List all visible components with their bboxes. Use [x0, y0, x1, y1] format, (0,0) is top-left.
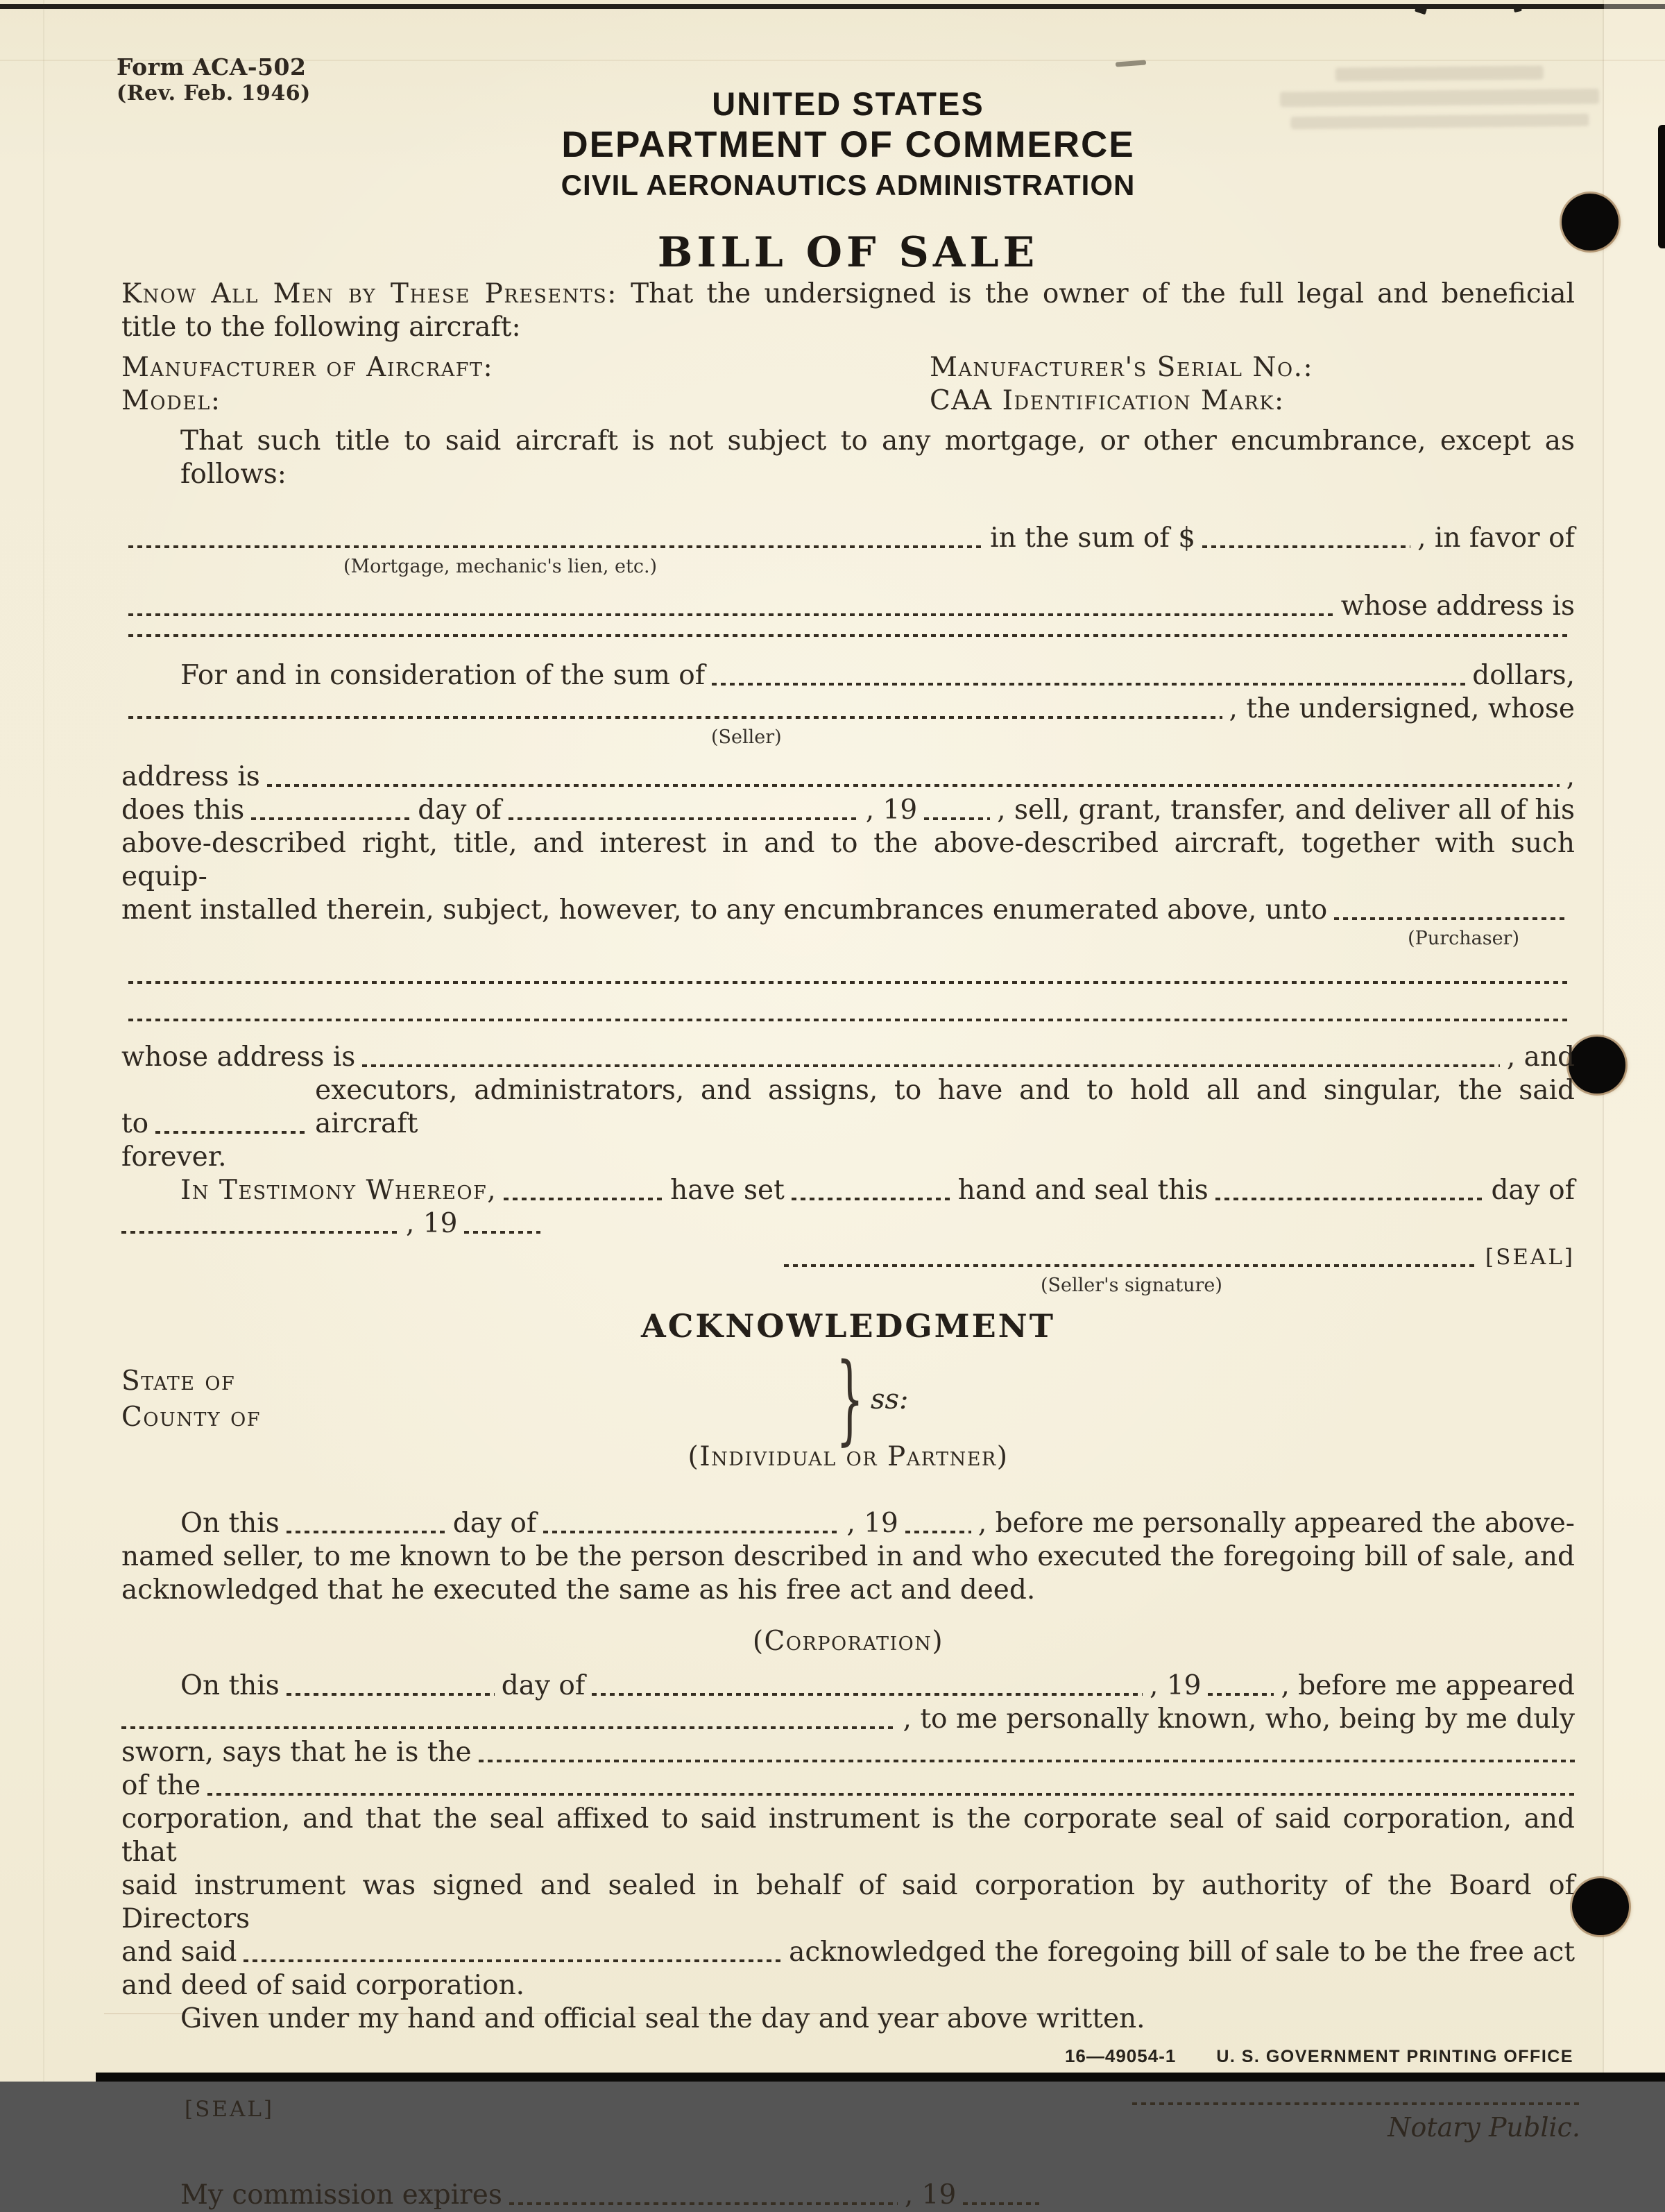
individual-partner-caption: (Individual or Partner): [688, 1441, 1009, 1472]
day-of-text-2: day of: [1491, 1175, 1575, 1206]
executors-line: [121, 1074, 1575, 1141]
individual-ack-date-line: [121, 1507, 1575, 1540]
corporation-name-line: [121, 1769, 1575, 1803]
model-label: Model:: [121, 385, 221, 416]
day-of-text: day of: [418, 794, 502, 826]
purchaser-blank-row-2: [121, 1019, 1575, 1034]
aircraft-id-row-1: [121, 351, 1575, 384]
opening-paragraph-line-1: [121, 278, 1575, 311]
trailing-comma: ,: [1566, 761, 1575, 792]
commission-date-blank: [509, 2202, 898, 2205]
seller-name-blank: [128, 716, 1222, 719]
have-set-text: have set: [670, 1175, 785, 1206]
on-this-text: On this: [180, 1508, 280, 1539]
print-office: U. S. GOVERNMENT PRINTING OFFICE: [1216, 2047, 1573, 2066]
encumbrance-blank-line: [128, 545, 983, 548]
ack-year-blank: [905, 1531, 971, 1533]
purchaser-address-line: [121, 1041, 1575, 1074]
nineteen-text-3: , 19: [846, 1508, 898, 1539]
agency-line-3: CIVIL AERONAUTICS ADMINISTRATION: [561, 169, 1136, 201]
address-is-text: address is: [121, 761, 260, 792]
hole-punch: [1572, 1878, 1629, 1935]
state-of-label: State of: [121, 1366, 236, 1397]
corporation-name-blank: [207, 1793, 1575, 1796]
sum-amount-blank: [1202, 545, 1410, 548]
seller-signature-blank: [784, 1264, 1474, 1267]
unto-text: ment installed therein, subject, however, to any encumbrances enumerated above, unto: [121, 894, 1328, 926]
whose-address-is-text: whose address is: [1340, 590, 1575, 622]
purchaser-blank-row-1: [121, 981, 1575, 996]
commission-year-blank: [963, 2202, 1039, 2205]
ack-month-blank: [543, 1531, 839, 1533]
seller-address-blank: [267, 784, 1560, 787]
ss-label: ss:: [871, 1384, 909, 1415]
day-of-text-4: day of: [501, 1670, 586, 1701]
hand-and-seal-text: hand and seal this: [957, 1175, 1209, 1206]
venue-block: [121, 1343, 1575, 1456]
ack-day-blank: [287, 1531, 446, 1533]
seal-bracket: [SEAL]: [1485, 1245, 1575, 1270]
document-header: [121, 85, 1575, 275]
officer-name-blank-2: [244, 1959, 782, 1962]
year-blank-2: [464, 1231, 540, 1234]
venue-brace: }: [836, 1343, 864, 1456]
sale-date-line: [121, 794, 1575, 827]
day-of-text-3: day of: [452, 1508, 537, 1539]
testimony-opening: In Testimony Whereof,: [180, 1175, 497, 1206]
form-body: [121, 278, 1580, 2212]
given-text: Given under my hand and official seal the day and year above written.: [180, 2003, 1145, 2034]
officer-name-blank: [121, 1726, 896, 1729]
nineteen-text-2: , 19: [406, 1208, 458, 1239]
favoree-address-line: [121, 590, 1575, 623]
notary-public-label: Notary Public.: [1388, 2112, 1580, 2143]
venue-labels: [121, 1363, 836, 1436]
caa-mark-label: CAA Identification Mark:: [930, 385, 1285, 416]
address-blank-row: [121, 634, 1575, 649]
whose-address-is-text-2: whose address is: [121, 1041, 356, 1073]
form-revision: (Rev. Feb. 1946): [117, 81, 311, 105]
deed-line: and deed of said corporation.: [121, 1970, 525, 2001]
notary-signature-blank: [1132, 2102, 1583, 2105]
corporate-seal-line-2: said instrument was signed and sealed in behalf of said corporation by authority of the Board of Directors: [121, 1870, 1575, 1934]
hand-blank: [792, 1198, 951, 1200]
sell-grant-text: , sell, grant, transfer, and deliver all of his: [997, 794, 1575, 826]
seller-address-line: [121, 760, 1575, 794]
unto-line: [121, 894, 1575, 927]
to-text: to: [121, 1108, 149, 1139]
form-number: Form ACA-502: [117, 53, 307, 80]
consideration-line: [121, 659, 1575, 692]
seller-signature-line: [121, 1241, 1575, 1274]
and-said-text: and said: [121, 1937, 237, 1968]
month-blank-2: [121, 1231, 399, 1234]
of-the-text: of the: [121, 1770, 201, 1801]
corp-year-blank: [1208, 1693, 1274, 1696]
corporate-seal-line-1: corporation, and that the seal affixed to said instrument is the corporate seal of said corporation, and that: [121, 1803, 1575, 1868]
in-favor-of-text: , in favor of: [1417, 522, 1575, 554]
sworn-text: sworn, says that he is the: [121, 1737, 472, 1768]
and-text: , and: [1506, 1041, 1575, 1073]
equipment-line: above-described right, title, and interest in and to the above-described aircraft, together with such equip-: [121, 828, 1575, 892]
purchaser-address-blank: [362, 1064, 1500, 1067]
testimony-line: [121, 1174, 1575, 1207]
year-blank: [924, 817, 990, 820]
purchaser-name-blank: [1334, 917, 1568, 920]
before-appeared-text: , before me appeared: [1281, 1670, 1575, 1701]
sum-text: in the sum of $: [990, 522, 1196, 554]
officer-name-line: [121, 1703, 1575, 1736]
manufacturer-label: Manufacturer of Aircraft:: [121, 352, 494, 383]
opening-rest: That the undersigned is the owner of the full legal and beneficial: [631, 278, 1575, 309]
nineteen-text-4: , 19: [1150, 1670, 1202, 1701]
purchaser-caption: (Purchaser): [1408, 928, 1519, 949]
undersigned-text: , the undersigned, whose: [1229, 693, 1575, 724]
seller-signature-caption: (Seller's signature): [1041, 1275, 1222, 1296]
agency-line-1: UNITED STATES: [712, 85, 984, 122]
aircraft-id-row-2: [121, 384, 1575, 418]
acknowledged-line: acknowledged that he executed the same as his free act and deed.: [121, 1574, 1036, 1606]
adjacent-page-hole-punch: [1658, 125, 1665, 248]
encumbrance-intro-text: That such title to said aircraft is not subject to any mortgage, or other encumbrance, except as follows:: [180, 425, 1575, 490]
forever-line: forever.: [121, 1141, 227, 1173]
county-of-label: County of: [121, 1402, 261, 1433]
corp-month-blank: [592, 1693, 1143, 1696]
corp-day-blank: [287, 1693, 495, 1696]
given-line: [121, 2002, 1575, 2036]
seller-caption: (Seller): [711, 726, 782, 748]
print-code: 16—49054-1: [1064, 2045, 1177, 2066]
officer-title-line: [121, 1736, 1575, 1769]
day-blank: [251, 817, 411, 820]
purchaser-blank-line-1: [128, 981, 1568, 984]
serial-number-label: Manufacturer's Serial No.:: [930, 352, 1314, 383]
free-act-text: acknowledged the foregoing bill of sale to be the free act: [789, 1937, 1575, 1968]
agency-line-2: DEPARTMENT OF COMMERCE: [561, 124, 1135, 165]
opening-smallcaps: Know All Men by These Presents:: [121, 278, 617, 309]
purchaser-blank-line-2: [128, 1019, 1568, 1021]
month-blank: [509, 817, 859, 820]
print-footer: [1065, 2045, 1573, 2067]
does-this-text: does this: [121, 794, 245, 826]
acknowledgment-heading: ACKNOWLEDGMENT: [641, 1307, 1055, 1345]
favoree-name-blank: [128, 613, 1334, 616]
testimony-date-line: [121, 1207, 1575, 1241]
personally-known-text: , to me personally known, who, being by me duly: [903, 1703, 1575, 1735]
notary-seal-bracket: [SEAL]: [185, 2097, 275, 2122]
ink-speck: [1513, 5, 1522, 12]
testator-blank: [504, 1198, 663, 1200]
encumbrance-sum-line: [121, 522, 1575, 555]
consideration-text: For and in consideration of the sum of: [180, 660, 706, 691]
scan-right-band: [1604, 0, 1665, 2082]
page-title: BILL OF SALE: [657, 228, 1039, 277]
commission-line: [121, 2179, 1575, 2212]
opening-paragraph-line-2: title to the following aircraft:: [121, 312, 521, 343]
corporation-caption: (Corporation): [752, 1626, 944, 1657]
encumbrance-intro-line: [121, 425, 1575, 491]
executors-text: executors, administrators, and assigns, to have and to hold all and singular, the said aircraft: [315, 1075, 1575, 1139]
named-seller-line: named seller, to me known to be the person described in and who executed the foregoing bill of sale, and: [121, 1541, 1575, 1572]
before-personally-text: , before me personally appeared the above-: [977, 1508, 1575, 1539]
hole-punch: [1569, 1037, 1625, 1094]
seal-day-blank: [1215, 1198, 1485, 1200]
pronoun-blank: [155, 1131, 308, 1134]
and-said-line: [121, 1936, 1575, 1969]
notary-block: [121, 2075, 1580, 2151]
address-blank-line: [128, 634, 1568, 637]
commission-text: My commission expires: [180, 2179, 502, 2211]
seller-name-line: [121, 692, 1575, 726]
on-this-text-2: On this: [180, 1670, 280, 1701]
nineteen-text: , 19: [865, 794, 918, 826]
dollars-text: dollars,: [1472, 660, 1575, 691]
officer-title-blank: [479, 1760, 1575, 1762]
corporate-ack-date-line: [121, 1669, 1575, 1703]
nineteen-text-5: , 19: [904, 2179, 957, 2211]
mortgage-caption: (Mortgage, mechanic's lien, etc.): [343, 556, 658, 577]
paper-crease-vertical: [43, 0, 44, 2082]
consideration-amount-blank: [712, 683, 1465, 686]
